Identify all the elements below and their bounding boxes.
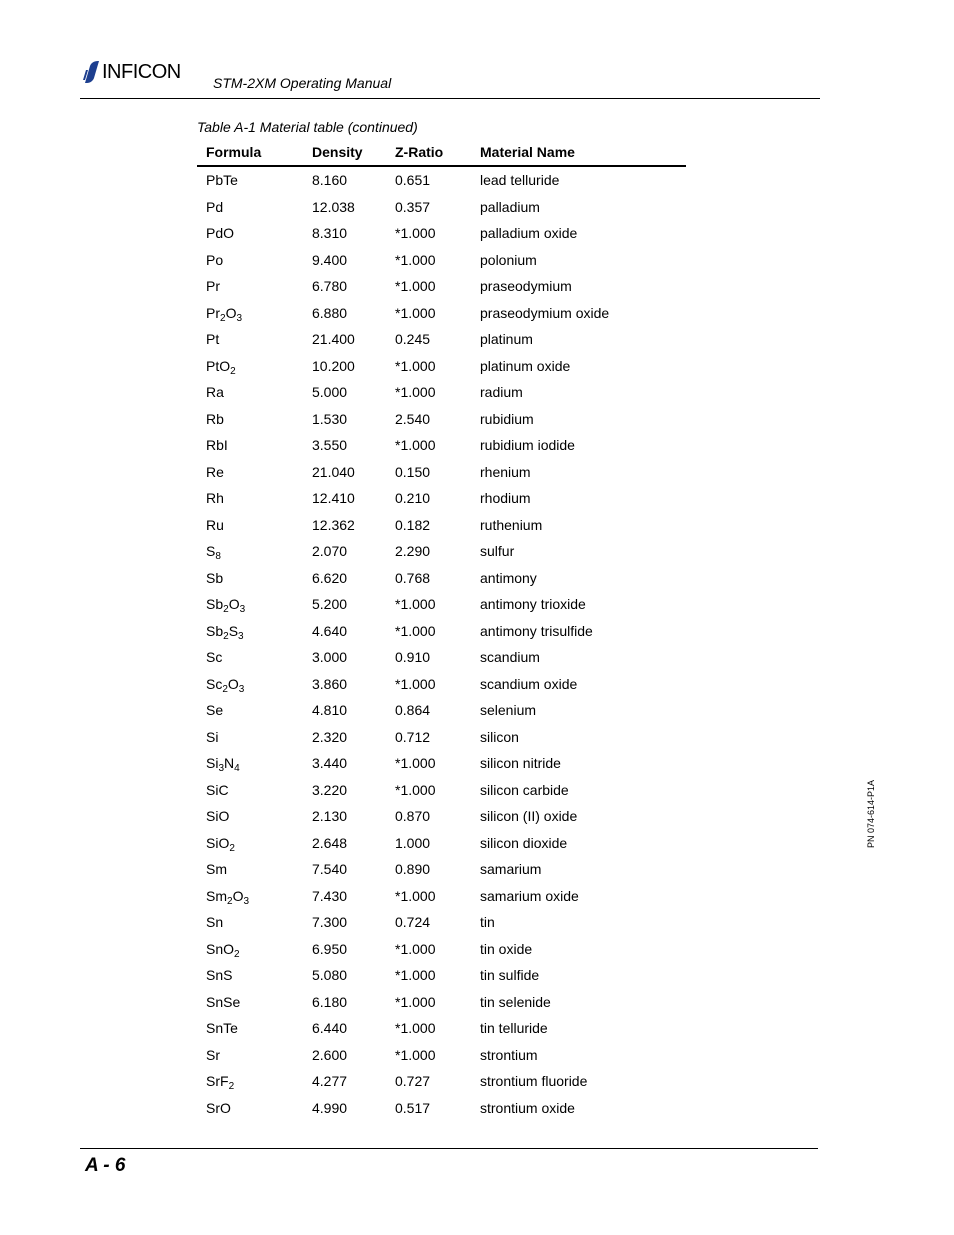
table-row — [197, 459, 686, 486]
material-name-cell: strontium fluoride — [480, 1073, 588, 1089]
z-ratio-cell: *1.000 — [395, 357, 436, 374]
density-cell: 2.600 — [312, 1046, 348, 1063]
formula-cell — [206, 649, 222, 665]
material-name-cell: palladium — [480, 198, 540, 215]
formula-subscript: 2 — [228, 1081, 235, 1092]
formula-cell — [206, 304, 243, 324]
formula-subscript: 2 — [223, 604, 229, 615]
density-cell: 6.180 — [312, 993, 348, 1010]
formula-subscript: 3 — [238, 630, 244, 642]
density-cell: 6.440 — [312, 1020, 348, 1036]
material-name-cell: scandium oxide — [480, 675, 578, 692]
z-ratio-cell: *1.000 — [395, 622, 436, 639]
formula-cell — [206, 914, 223, 930]
formula-cell — [206, 1100, 231, 1116]
z-ratio-cell: 0.182 — [395, 516, 431, 533]
table-row — [197, 485, 686, 512]
formula-cell — [206, 808, 229, 824]
z-ratio-cell: 0.150 — [395, 463, 431, 480]
z-ratio-cell: 0.517 — [395, 1099, 431, 1116]
density-cell: 7.300 — [312, 914, 348, 930]
inficon-logo-icon — [82, 60, 100, 84]
density-cell: 9.400 — [312, 251, 348, 268]
table-row — [197, 830, 686, 857]
z-ratio-cell: *1.000 — [395, 251, 436, 268]
material-name-cell: tin oxide — [480, 940, 533, 957]
table-row — [197, 512, 686, 539]
material-name-cell: silicon nitride — [480, 755, 561, 771]
formula-element: PtO — [206, 357, 231, 374]
formula-element: Sb — [206, 596, 224, 612]
material-name-cell: tin selenide — [480, 993, 551, 1010]
z-ratio-cell: *1.000 — [395, 304, 436, 321]
material-name-cell: radium — [480, 384, 523, 400]
z-ratio-cell: *1.000 — [395, 278, 436, 294]
formula-cell — [206, 861, 227, 877]
table-row — [197, 300, 686, 327]
density-cell: 6.780 — [312, 278, 348, 294]
formula-cell — [206, 543, 221, 562]
table-row — [197, 167, 686, 194]
density-cell: 6.620 — [312, 569, 348, 586]
formula-subscript: 2 — [229, 842, 235, 854]
material-name-cell: scandium — [480, 649, 540, 665]
density-cell: 4.990 — [312, 1099, 348, 1116]
material-name-cell: strontium — [480, 1046, 538, 1063]
formula-element: PdO — [206, 225, 235, 241]
formula-element: SiO — [206, 834, 230, 851]
z-ratio-cell: 0.712 — [395, 728, 431, 745]
table-row — [197, 1042, 686, 1069]
formula-element: Pt — [206, 331, 220, 347]
density-cell: 4.640 — [312, 622, 348, 639]
z-ratio-cell: 2.540 — [395, 410, 431, 427]
material-name-cell: palladium oxide — [480, 225, 578, 241]
density-cell: 8.160 — [312, 172, 348, 188]
formula-element: Sb — [206, 622, 224, 639]
table-row — [197, 565, 686, 592]
formula-subscript: 2 — [234, 948, 240, 960]
density-cell: 2.130 — [312, 808, 348, 824]
formula-element: Rh — [206, 490, 224, 506]
formula-subscript: 4 — [234, 763, 240, 774]
formula-element: O — [232, 887, 244, 904]
table-row — [197, 1015, 686, 1042]
table-row — [197, 406, 686, 433]
formula-element: SnSe — [206, 993, 241, 1010]
formula-cell — [206, 225, 234, 241]
formula-cell — [206, 172, 238, 188]
material-table — [197, 140, 686, 1121]
table-row — [197, 1068, 686, 1095]
formula-subscript: 3 — [243, 895, 250, 907]
z-ratio-cell: *1.000 — [395, 384, 436, 400]
formula-cell — [206, 517, 224, 533]
table-row — [197, 618, 686, 645]
z-ratio-cell: *1.000 — [395, 781, 436, 798]
z-ratio-cell: 0.727 — [395, 1073, 431, 1089]
z-ratio-cell: 0.724 — [395, 914, 431, 930]
formula-element: O — [225, 304, 237, 321]
material-name-cell: silicon carbide — [480, 781, 569, 798]
z-ratio-cell: *1.000 — [395, 675, 436, 692]
formula-element: Rb — [206, 410, 224, 427]
density-cell: 3.220 — [312, 781, 348, 798]
formula-cell — [206, 675, 245, 695]
formula-element: O — [227, 675, 239, 692]
formula-cell — [206, 940, 240, 960]
header-density: Density — [312, 144, 363, 160]
density-cell: 21.040 — [312, 463, 355, 480]
table-row — [197, 962, 686, 989]
formula-element: O — [228, 596, 240, 612]
material-name-cell: rubidium iodide — [480, 437, 575, 453]
z-ratio-cell: *1.000 — [395, 967, 436, 983]
header-rule — [80, 98, 820, 99]
formula-element: SiO — [206, 808, 230, 824]
material-name-cell: antimony trioxide — [480, 596, 586, 612]
table-row — [197, 936, 686, 963]
formula-element: S — [206, 543, 216, 559]
formula-cell — [206, 1073, 235, 1092]
material-name-cell: antimony — [480, 569, 537, 586]
formula-cell — [206, 702, 223, 718]
material-name-cell: platinum — [480, 331, 533, 347]
table-row — [197, 724, 686, 751]
formula-subscript: 3 — [238, 683, 245, 695]
table-row — [197, 909, 686, 936]
formula-element: Sm — [206, 887, 227, 904]
formula-subscript: 8 — [215, 551, 221, 562]
density-cell: 12.038 — [312, 198, 355, 215]
table-row — [197, 432, 686, 459]
formula-element: Si — [206, 755, 219, 771]
header-z-ratio: Z-Ratio — [395, 144, 444, 160]
z-ratio-cell: 0.890 — [395, 861, 431, 877]
density-cell: 3.860 — [312, 675, 348, 692]
formula-element: Sc — [206, 675, 223, 692]
table-row — [197, 697, 686, 724]
table-row — [197, 220, 686, 247]
z-ratio-cell: 0.768 — [395, 569, 431, 586]
table-row — [197, 883, 686, 910]
formula-cell — [206, 199, 223, 215]
formula-cell — [206, 278, 220, 294]
formula-element: SnS — [206, 967, 233, 983]
header-material-name: Material Name — [480, 144, 575, 160]
z-ratio-cell: 1.000 — [395, 834, 431, 851]
material-name-cell: tin — [480, 914, 495, 930]
formula-cell — [206, 570, 223, 586]
z-ratio-cell: *1.000 — [395, 993, 436, 1010]
formula-element: SrO — [206, 1099, 231, 1116]
formula-element: Pr — [206, 278, 220, 294]
table-row — [197, 644, 686, 671]
formula-cell — [206, 755, 240, 774]
formula-subscript: 3 — [218, 763, 225, 774]
z-ratio-cell: 0.864 — [395, 702, 431, 718]
formula-element: Pr — [206, 304, 220, 321]
z-ratio-cell: 0.245 — [395, 331, 431, 347]
formula-element: Sr — [206, 1046, 220, 1063]
formula-cell — [206, 437, 228, 453]
material-name-cell: rhenium — [480, 463, 531, 480]
density-cell: 12.410 — [312, 490, 355, 506]
formula-cell — [206, 782, 229, 798]
z-ratio-cell: *1.000 — [395, 437, 436, 453]
z-ratio-cell: *1.000 — [395, 887, 436, 904]
formula-subscript: 2 — [227, 895, 233, 907]
formula-cell — [206, 596, 246, 615]
density-cell: 7.430 — [312, 887, 348, 904]
formula-element: Sb — [206, 569, 224, 586]
z-ratio-cell: *1.000 — [395, 596, 436, 612]
formula-subscript: 3 — [239, 604, 246, 615]
density-cell: 2.648 — [312, 834, 348, 851]
table-row — [197, 194, 686, 221]
z-ratio-cell: *1.000 — [395, 940, 436, 957]
formula-subscript: 2 — [222, 683, 228, 695]
manual-title: STM-2XM Operating Manual — [213, 75, 392, 91]
z-ratio-cell: 0.357 — [395, 198, 431, 215]
material-name-cell: silicon — [480, 728, 519, 745]
z-ratio-cell: *1.000 — [395, 225, 436, 241]
formula-cell — [206, 994, 240, 1010]
table-row — [197, 326, 686, 353]
formula-element: Sm — [206, 861, 227, 877]
density-cell: 6.950 — [312, 940, 348, 957]
table-row — [197, 1095, 686, 1122]
density-cell: 3.000 — [312, 649, 348, 665]
material-name-cell: platinum oxide — [480, 357, 571, 374]
z-ratio-cell: *1.000 — [395, 755, 436, 771]
density-cell: 1.530 — [312, 410, 348, 427]
z-ratio-cell: *1.000 — [395, 1046, 436, 1063]
material-name-cell: praseodymium — [480, 278, 572, 294]
table-caption: Table A-1 Material table (continued) — [197, 119, 418, 135]
table-row — [197, 538, 686, 565]
density-cell: 21.400 — [312, 331, 355, 347]
formula-element: SiC — [206, 781, 229, 798]
formula-cell — [206, 729, 218, 745]
table-row — [197, 750, 686, 777]
z-ratio-cell: 0.210 — [395, 490, 431, 506]
z-ratio-cell: 2.290 — [395, 543, 431, 559]
density-cell: 12.362 — [312, 516, 355, 533]
density-cell: 4.277 — [312, 1073, 348, 1089]
table-row — [197, 353, 686, 380]
formula-element: Ra — [206, 384, 224, 400]
material-name-cell: selenium — [480, 702, 537, 718]
formula-element: RbI — [206, 437, 228, 453]
formula-subscript: 2 — [223, 630, 229, 642]
formula-element: Pd — [206, 198, 224, 215]
table-row — [197, 671, 686, 698]
inficon-logo — [82, 60, 181, 84]
density-cell: 5.080 — [312, 967, 348, 983]
footer-rule — [80, 1148, 818, 1149]
table-row — [197, 591, 686, 618]
formula-cell — [206, 490, 224, 506]
formula-element: PbTe — [206, 172, 238, 188]
table-row — [197, 803, 686, 830]
material-name-cell: sulfur — [480, 543, 515, 559]
formula-subscript: 2 — [230, 365, 236, 377]
header-formula: Formula — [206, 144, 262, 160]
formula-element: Sc — [206, 649, 223, 665]
density-cell: 7.540 — [312, 861, 348, 877]
density-cell: 2.320 — [312, 728, 348, 745]
formula-subscript: 2 — [220, 312, 226, 324]
formula-element: Se — [206, 702, 224, 718]
table-row — [197, 273, 686, 300]
table-row — [197, 989, 686, 1016]
logo-text: INFICON — [102, 61, 181, 83]
z-ratio-cell: *1.000 — [395, 1020, 436, 1036]
formula-element: Re — [206, 463, 224, 480]
material-name-cell: praseodymium oxide — [480, 304, 610, 321]
formula-cell — [206, 1047, 220, 1063]
density-cell: 2.070 — [312, 543, 348, 559]
formula-element: SnO — [206, 940, 235, 957]
formula-element: Ru — [206, 516, 224, 533]
formula-element: N — [224, 755, 235, 771]
formula-cell — [206, 411, 224, 427]
density-cell: 8.310 — [312, 225, 348, 241]
formula-cell — [206, 384, 224, 400]
formula-cell — [206, 252, 223, 268]
page-number: A - 6 — [85, 1155, 126, 1176]
z-ratio-cell: 0.870 — [395, 808, 431, 824]
material-name-cell: ruthenium — [480, 516, 543, 533]
table-row — [197, 777, 686, 804]
table-row — [197, 856, 686, 883]
formula-cell — [206, 834, 235, 854]
density-cell: 6.880 — [312, 304, 348, 321]
formula-element: Po — [206, 251, 224, 268]
table-row — [197, 379, 686, 406]
density-cell: 5.200 — [312, 596, 348, 612]
formula-element: S — [228, 622, 239, 639]
material-name-cell: strontium oxide — [480, 1099, 575, 1116]
density-cell: 10.200 — [312, 357, 355, 374]
formula-element: SrF — [206, 1073, 229, 1089]
density-cell: 5.000 — [312, 384, 348, 400]
material-name-cell: silicon (II) oxide — [480, 808, 578, 824]
formula-cell — [206, 887, 250, 907]
table-header — [197, 140, 686, 167]
density-cell: 3.440 — [312, 755, 348, 771]
table-row — [197, 247, 686, 274]
material-name-cell: rhodium — [480, 490, 531, 506]
formula-cell — [206, 331, 219, 347]
table-body — [197, 167, 686, 1121]
z-ratio-cell: 0.651 — [395, 172, 431, 188]
material-name-cell: samarium — [480, 861, 542, 877]
formula-cell — [206, 967, 232, 983]
material-name-cell: lead telluride — [480, 172, 560, 188]
z-ratio-cell: 0.910 — [395, 649, 431, 665]
material-name-cell: tin telluride — [480, 1020, 548, 1036]
density-cell: 4.810 — [312, 702, 348, 718]
material-name-cell: polonium — [480, 251, 537, 268]
material-name-cell: silicon dioxide — [480, 834, 568, 851]
density-cell: 3.550 — [312, 437, 348, 453]
part-number-label: PN 074-614-P1A — [866, 779, 876, 848]
formula-element: Sn — [206, 914, 224, 930]
material-name-cell: antimony trisulfide — [480, 622, 593, 639]
formula-subscript: 3 — [236, 312, 243, 324]
material-name-cell: tin sulfide — [480, 967, 540, 983]
material-name-cell: samarium oxide — [480, 887, 579, 904]
formula-cell — [206, 622, 244, 642]
formula-cell — [206, 357, 236, 377]
formula-element: Si — [206, 728, 219, 745]
formula-element: SnTe — [206, 1020, 238, 1036]
formula-cell — [206, 1020, 238, 1036]
formula-cell — [206, 464, 224, 480]
material-name-cell: rubidium — [480, 410, 534, 427]
